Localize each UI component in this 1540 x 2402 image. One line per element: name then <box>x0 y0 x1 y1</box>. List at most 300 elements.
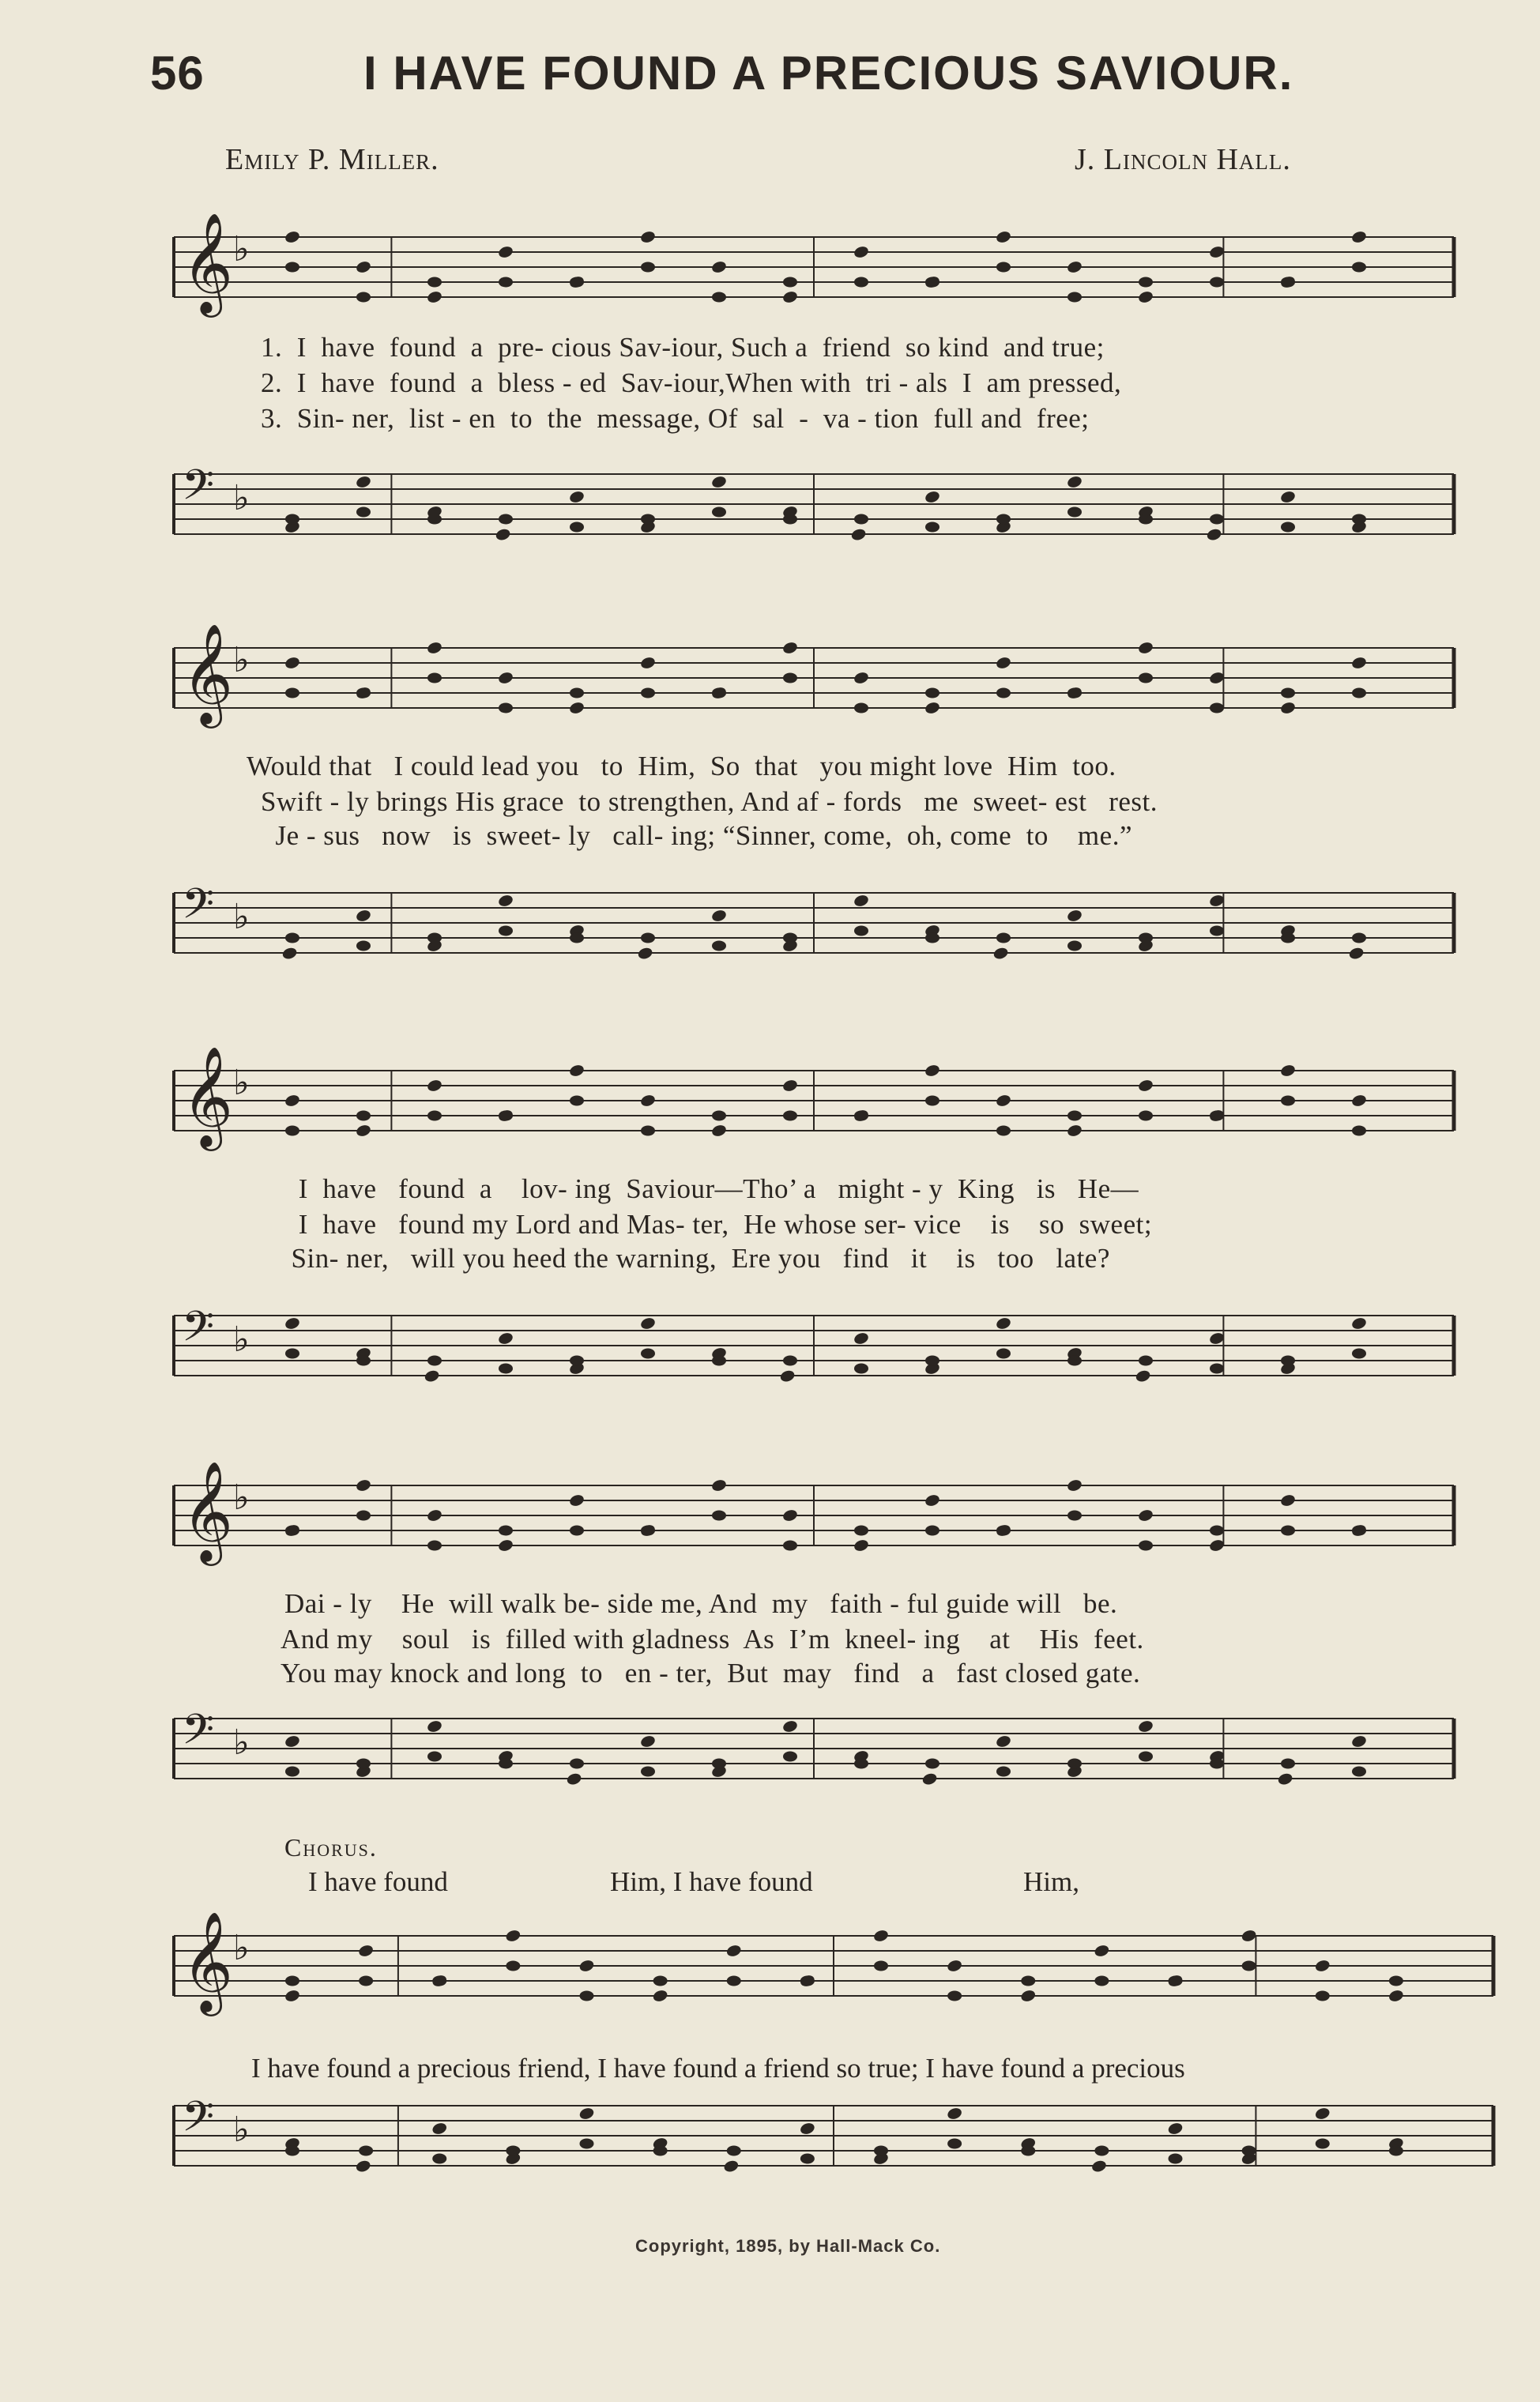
notehead <box>710 475 727 489</box>
notehead <box>779 1369 796 1383</box>
notehead <box>947 2139 962 2149</box>
notehead <box>1281 277 1295 288</box>
notehead <box>947 1991 962 2001</box>
flat-icon: ♭ <box>233 897 250 937</box>
notehead <box>1020 1989 1037 2003</box>
notehead <box>426 1508 442 1523</box>
notehead <box>1316 1991 1330 2001</box>
notehead <box>853 671 869 685</box>
staff-treble-4 <box>158 1462 1462 1572</box>
staff-bass-chorus <box>158 2082 1501 2201</box>
flat-icon: ♭ <box>233 229 250 269</box>
notehead <box>1352 1767 1366 1777</box>
notehead <box>1067 507 1082 518</box>
notehead <box>568 490 585 504</box>
notehead <box>1389 1976 1403 1986</box>
notehead <box>1389 2146 1403 2156</box>
notehead <box>1067 1111 1082 1121</box>
notehead <box>641 1349 655 1359</box>
notehead <box>285 2146 299 2156</box>
notehead <box>781 1079 798 1093</box>
notehead <box>1281 688 1295 698</box>
staff-treble-2 <box>158 624 1462 735</box>
notehead <box>570 933 584 943</box>
notehead <box>1348 946 1365 960</box>
notehead <box>1350 656 1367 670</box>
notehead <box>854 514 868 525</box>
notehead <box>506 2146 520 2156</box>
system-4 <box>158 1446 1462 1825</box>
notehead <box>427 933 442 943</box>
notehead <box>727 1976 741 1986</box>
lyric-verse-2-line-1: 2. I have found a bless - ed Sav-iour,When with tri - als I am pressed, <box>261 367 1122 398</box>
notehead <box>355 909 371 923</box>
notehead <box>357 1944 374 1958</box>
lyric-verse-2-line-3: I have found my Lord and Mas- ter, He whose ser- vice is so sweet; <box>277 1209 1153 1240</box>
notehead <box>424 1369 440 1383</box>
copyright-notice: Copyright, 1895, by Hall-Mack Co. <box>635 2236 941 2256</box>
notehead <box>710 260 727 274</box>
notehead <box>641 933 655 943</box>
bass-clef-icon: 𝄢 <box>182 461 215 520</box>
flat-icon: ♭ <box>233 2110 250 2150</box>
notehead <box>499 703 513 713</box>
flat-icon: ♭ <box>233 1722 250 1763</box>
notehead <box>996 1126 1011 1136</box>
notehead <box>580 1991 594 2001</box>
lyric-verse-1-line-1: 1. I have found a pre- cious Sav-iour, Such a friend so kind and true; <box>261 332 1105 363</box>
notehead <box>1067 1759 1082 1769</box>
notehead <box>1241 1929 1257 1943</box>
notehead <box>1350 230 1367 244</box>
notehead <box>355 2159 371 2173</box>
notehead <box>499 926 513 936</box>
bass-clef-icon: 𝄢 <box>182 2093 215 2152</box>
notehead <box>996 688 1011 698</box>
notehead <box>925 688 939 698</box>
notehead <box>1139 1752 1153 1762</box>
notehead <box>854 277 868 288</box>
notehead <box>284 1989 300 2003</box>
system-1 <box>158 198 1462 561</box>
page-header <box>150 46 1493 117</box>
notehead <box>1210 1364 1224 1374</box>
notehead <box>1210 1111 1224 1121</box>
notehead <box>578 1959 595 1973</box>
treble-clef-icon: 𝄞 <box>182 1047 234 1146</box>
notehead <box>359 1976 373 1986</box>
lyric-verse-3-line-2: Je - sus now is sweet- ly call- ing; “Sinner, come, oh, come to me.” <box>261 820 1132 851</box>
page-number: 56 <box>150 47 205 100</box>
notehead <box>356 688 371 698</box>
notehead <box>1242 2146 1256 2156</box>
notehead <box>427 1356 442 1366</box>
notehead <box>783 277 797 288</box>
notehead <box>356 1511 371 1521</box>
lyric-verse-1-line-3: I have found a lov- ing Saviour—Tho’ a might - y King is He— <box>277 1173 1139 1204</box>
flat-icon: ♭ <box>233 640 250 680</box>
notehead <box>1067 688 1082 698</box>
notehead <box>854 1526 868 1536</box>
notehead <box>284 1734 300 1749</box>
notehead <box>1352 1526 1366 1536</box>
notehead <box>1021 2146 1035 2156</box>
notehead <box>996 1526 1011 1536</box>
notehead <box>285 1767 299 1777</box>
notehead <box>853 1331 869 1346</box>
notehead <box>639 1316 656 1331</box>
chorus-lower-lyric: I have found a precious friend, I have found a friend so true; I have found a precious <box>251 2053 1185 2084</box>
notehead <box>427 277 442 288</box>
notehead <box>995 1094 1011 1108</box>
notehead <box>432 2154 446 2164</box>
notehead <box>653 1976 668 1986</box>
bass-clef-icon: 𝄢 <box>182 1303 215 1361</box>
treble-clef-icon: 𝄞 <box>182 1912 234 2012</box>
notehead <box>639 1734 656 1749</box>
notehead <box>499 1526 513 1536</box>
notehead <box>1352 514 1366 525</box>
notehead <box>570 688 584 698</box>
notehead <box>641 262 655 273</box>
notehead <box>925 1096 939 1106</box>
notehead <box>1281 1096 1295 1106</box>
notehead <box>723 2159 740 2173</box>
notehead <box>285 262 299 273</box>
notehead <box>641 1126 655 1136</box>
lyric-verse-3-line-3: Sin- ner, will you heed the warning, Ere you find it is too late? <box>277 1243 1110 1274</box>
notehead <box>1137 290 1154 304</box>
notehead <box>570 1356 584 1366</box>
notehead <box>1090 2159 1107 2173</box>
notehead <box>570 277 584 288</box>
notehead <box>712 1759 726 1769</box>
notehead <box>995 1734 1011 1749</box>
notehead <box>800 1976 815 1986</box>
notehead <box>566 1771 582 1786</box>
notehead <box>285 1526 299 1536</box>
notehead <box>1066 260 1083 274</box>
notehead <box>1352 688 1366 698</box>
notehead <box>568 701 585 715</box>
notehead <box>497 671 514 685</box>
notehead <box>853 1538 869 1553</box>
notehead <box>1279 1493 1296 1508</box>
notehead <box>925 933 939 943</box>
song-title: I HAVE FOUND A PRECIOUS SAVIOUR. <box>363 47 1294 100</box>
lyricist-credit: Emily P. Miller. <box>225 143 439 176</box>
notehead <box>499 514 513 525</box>
notehead <box>639 230 656 244</box>
notehead <box>285 1976 299 1986</box>
notehead <box>995 656 1011 670</box>
notehead <box>1242 1961 1256 1971</box>
notehead <box>1066 1124 1083 1138</box>
treble-clef-icon: 𝄞 <box>182 213 234 313</box>
notehead <box>1139 514 1153 525</box>
notehead <box>925 1526 939 1536</box>
notehead <box>285 1349 299 1359</box>
notehead <box>355 1478 371 1493</box>
notehead <box>356 507 371 518</box>
notehead <box>872 1929 889 1943</box>
notehead <box>924 1493 940 1508</box>
notehead <box>495 527 511 541</box>
notehead <box>505 1929 521 1943</box>
notehead <box>356 292 371 303</box>
notehead <box>497 1538 514 1553</box>
notehead <box>995 1316 1011 1331</box>
notehead <box>1210 703 1224 713</box>
notehead <box>712 941 726 951</box>
notehead <box>1281 522 1295 533</box>
notehead <box>996 1349 1011 1359</box>
chorus-upper-lyric-2: Him, I have found <box>610 1866 813 1897</box>
notehead <box>800 2154 815 2164</box>
notehead <box>1352 933 1366 943</box>
lyric-verse-3-line-4: You may knock and long to en - ter, But may find a fast closed gate. <box>281 1658 1141 1689</box>
notehead <box>426 1719 442 1734</box>
notehead <box>1137 641 1154 655</box>
notehead <box>850 527 867 541</box>
notehead <box>781 290 798 304</box>
notehead <box>853 245 869 259</box>
notehead <box>1066 1478 1083 1493</box>
lyric-verse-3-line-1: 3. Sin- ner, list - en to the message, Of sal - va - tion full and free; <box>261 403 1090 434</box>
notehead <box>285 688 299 698</box>
flat-icon: ♭ <box>233 1478 250 1518</box>
notehead <box>925 277 939 288</box>
notehead <box>497 1331 514 1346</box>
notehead <box>427 1752 442 1762</box>
notehead <box>652 1989 668 2003</box>
treble-clef-icon: 𝄞 <box>182 624 234 724</box>
notehead <box>499 1111 513 1121</box>
notehead <box>1169 1976 1183 1986</box>
notehead <box>712 292 726 303</box>
notehead <box>710 909 727 923</box>
bass-clef-icon: 𝄢 <box>182 880 215 939</box>
notehead <box>1281 1356 1295 1366</box>
notehead <box>285 933 299 943</box>
notehead <box>432 1976 446 1986</box>
notehead <box>1139 1111 1153 1121</box>
notehead <box>570 1096 584 1106</box>
notehead <box>924 1064 940 1078</box>
notehead <box>1281 1526 1295 1536</box>
notehead <box>854 926 868 936</box>
notehead <box>1352 1349 1366 1359</box>
notehead <box>499 1759 513 1769</box>
notehead <box>1137 1508 1154 1523</box>
notehead <box>854 703 868 713</box>
notehead <box>641 514 655 525</box>
notehead <box>992 946 1009 960</box>
notehead <box>1279 490 1296 504</box>
notehead <box>874 2146 888 2156</box>
notehead <box>356 941 371 951</box>
notehead <box>427 1111 442 1121</box>
notehead <box>925 1759 939 1769</box>
notehead <box>1139 277 1153 288</box>
staff-bass-4 <box>158 1695 1462 1805</box>
notehead <box>427 514 442 525</box>
notehead <box>284 656 300 670</box>
notehead <box>1067 1511 1082 1521</box>
notehead <box>783 673 797 683</box>
notehead <box>781 1508 798 1523</box>
chorus-label: Chorus. <box>284 1833 378 1862</box>
notehead <box>1350 1316 1367 1331</box>
notehead <box>995 230 1011 244</box>
notehead <box>946 1959 962 1973</box>
notehead <box>783 1541 797 1551</box>
notehead <box>1067 941 1082 951</box>
notehead <box>639 1094 656 1108</box>
notehead <box>783 933 797 943</box>
notehead <box>568 1064 585 1078</box>
lyric-verse-1-line-4: Dai - ly He will walk be- side me, And my faith - ful guide will be. <box>284 1588 1118 1619</box>
notehead <box>1314 1959 1331 1973</box>
notehead <box>1139 1541 1153 1551</box>
notehead <box>641 1767 655 1777</box>
notehead <box>996 514 1011 525</box>
notehead <box>1021 1976 1035 1986</box>
system-2 <box>158 608 1462 1003</box>
notehead <box>639 656 656 670</box>
notehead <box>712 688 726 698</box>
notehead <box>580 2139 594 2149</box>
notehead <box>996 262 1011 273</box>
notehead <box>1137 1079 1154 1093</box>
notehead <box>355 1124 371 1138</box>
notehead <box>578 2106 595 2121</box>
notehead <box>1137 1719 1154 1734</box>
notehead <box>1277 1771 1293 1786</box>
notehead <box>1066 475 1083 489</box>
notehead <box>653 2146 668 2156</box>
notehead <box>570 1759 584 1769</box>
notehead <box>1210 277 1224 288</box>
notehead <box>1210 1759 1224 1769</box>
notehead <box>1066 909 1083 923</box>
notehead <box>710 1124 727 1138</box>
staff-bass-3 <box>158 1292 1462 1402</box>
flat-icon: ♭ <box>233 1063 250 1103</box>
notehead <box>925 522 939 533</box>
notehead <box>946 2106 962 2121</box>
treble-clef-icon: 𝄞 <box>182 1462 234 1561</box>
notehead <box>1279 1064 1296 1078</box>
notehead <box>781 1719 798 1734</box>
notehead <box>853 894 869 908</box>
notehead <box>783 1752 797 1762</box>
notehead <box>1094 1976 1109 1986</box>
notehead <box>359 2146 373 2156</box>
staff-treble-1 <box>158 213 1462 324</box>
notehead <box>799 2122 815 2136</box>
notehead <box>570 1526 584 1536</box>
notehead <box>499 277 513 288</box>
notehead <box>1388 1989 1404 2003</box>
notehead <box>506 1961 520 1971</box>
notehead <box>1139 673 1153 683</box>
notehead <box>1314 2106 1331 2121</box>
notehead <box>1279 701 1296 715</box>
notehead <box>783 514 797 525</box>
notehead <box>925 1356 939 1366</box>
notehead <box>710 1478 727 1493</box>
notehead <box>854 1364 868 1374</box>
notehead <box>712 507 726 518</box>
notehead <box>1352 262 1366 273</box>
notehead <box>285 1126 299 1136</box>
notehead <box>854 1111 868 1121</box>
notehead <box>1167 2122 1184 2136</box>
lyric-verse-2-line-4: And my soul is filled with gladness As I’m kneel- ing at His feet. <box>281 1624 1144 1655</box>
notehead <box>356 1356 371 1366</box>
notehead <box>1316 2139 1330 2149</box>
notehead <box>499 1364 513 1374</box>
bass-clef-icon: 𝄢 <box>182 1706 215 1764</box>
notehead <box>854 1759 868 1769</box>
notehead <box>355 260 371 274</box>
notehead <box>874 1961 888 1971</box>
notehead <box>356 1759 371 1769</box>
notehead <box>921 1771 938 1786</box>
composer-credit: J. Lincoln Hall. <box>1075 143 1291 176</box>
notehead <box>1210 926 1224 936</box>
notehead <box>1135 1369 1151 1383</box>
notehead <box>783 1111 797 1121</box>
notehead <box>996 933 1011 943</box>
notehead <box>284 1094 300 1108</box>
notehead <box>355 475 371 489</box>
notehead <box>924 701 940 715</box>
system-3 <box>158 1031 1462 1426</box>
notehead <box>281 946 298 960</box>
notehead <box>1067 1356 1082 1366</box>
notehead <box>497 894 514 908</box>
notehead <box>781 641 798 655</box>
notehead <box>924 490 940 504</box>
notehead <box>1352 1126 1366 1136</box>
notehead <box>1139 1356 1153 1366</box>
notehead <box>1169 2154 1183 2164</box>
notehead <box>712 1511 726 1521</box>
notehead <box>356 1111 371 1121</box>
staff-treble-3 <box>158 1047 1462 1158</box>
notehead <box>426 290 442 304</box>
notehead <box>285 514 299 525</box>
notehead <box>497 245 514 259</box>
notehead <box>426 641 442 655</box>
staff-treble-chorus <box>158 1912 1501 2031</box>
notehead <box>996 1767 1011 1777</box>
notehead <box>1094 1944 1110 1958</box>
chorus-upper-lyric-3: Him, <box>1023 1866 1079 1897</box>
notehead <box>427 673 442 683</box>
notehead <box>284 230 300 244</box>
notehead <box>1210 514 1224 525</box>
flat-icon: ♭ <box>233 1928 250 1968</box>
notehead <box>1094 2146 1109 2156</box>
notehead <box>1350 1094 1367 1108</box>
notehead <box>712 1111 726 1121</box>
notehead <box>641 688 655 698</box>
notehead <box>637 946 653 960</box>
staff-bass-2 <box>158 869 1462 980</box>
